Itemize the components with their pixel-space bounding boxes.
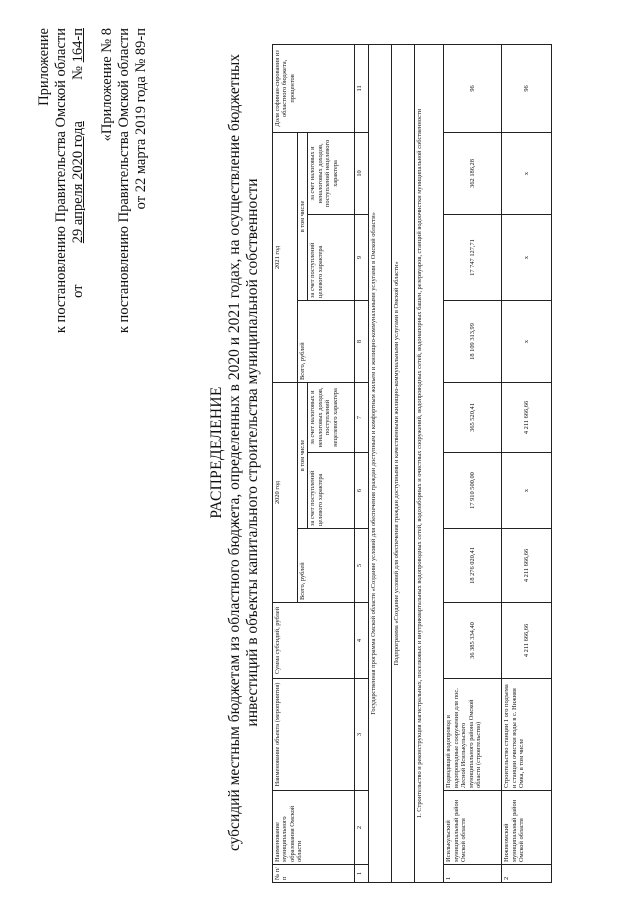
header-cell: за счет поступлений целевого характера (308, 214, 355, 300)
column-number-row (355, 44, 369, 882)
distribution-table (272, 44, 552, 883)
row-share: 96 (444, 44, 502, 132)
table-row (502, 44, 552, 882)
row-2020-targeted: 17 910 500,00 (444, 453, 502, 529)
header-block (36, 28, 150, 333)
col-number: 3 (355, 679, 369, 791)
header-cell: за счет налоговых и неналоговых доходов, поступлений нецелевого характера (308, 132, 355, 214)
row-municipality: Исилькульский муниципальный район Омской области (444, 791, 502, 865)
table-header-row (273, 44, 298, 882)
col-number: 7 (355, 382, 369, 452)
col-number: 8 (355, 300, 369, 382)
row-2021-total: 18 109 313,99 (444, 300, 502, 382)
row-2020-total: 18 276 020,41 (444, 529, 502, 603)
row-share: 96 (502, 44, 552, 132)
header-cell: № п/п (273, 865, 355, 883)
header-line: к постановлению Правительства Омской области (53, 28, 69, 334)
program-row (369, 44, 392, 882)
row-num: 2 (502, 865, 552, 883)
resolution-date: 29 апреля 2020 года (70, 121, 86, 244)
row-num: 1 (444, 865, 502, 883)
header-cell: Всего, рублей (298, 300, 355, 382)
header-line: «Приложение № 8 (99, 28, 115, 142)
header-cell: в том числе (298, 132, 308, 300)
header-cell: в том числе (298, 382, 308, 528)
header-line: Приложение (36, 28, 52, 106)
header-cell-2021: 2021 год (273, 132, 298, 382)
col-number: 2 (355, 791, 369, 865)
row-2021-taxes: x (502, 132, 552, 214)
header-cell: за счет поступлений целевого характера (308, 453, 355, 529)
header-cell: Всего, рублей (298, 529, 355, 603)
col-number: 10 (355, 132, 369, 214)
program-title: Государственная программа Омской области «Создание условий для обеспечения граждан доступным и комфортным жильем и жилищно-коммунальными услугами в Омской области» (369, 44, 392, 882)
col-number: 6 (355, 453, 369, 529)
row-2020-taxes: 4 211 666,66 (502, 382, 552, 452)
col-number: 5 (355, 529, 369, 603)
row-subsidy: 36 385 334,40 (444, 603, 502, 679)
header-cell-2020: 2020 год (273, 382, 298, 602)
row-2020-total: 4 211 666,66 (502, 529, 552, 603)
row-2021-targeted: 17 747 127,71 (444, 214, 502, 300)
table-row (444, 44, 502, 882)
col-number: 4 (355, 603, 369, 679)
row-municipality: Нижнеомский муниципальный район Омской области (502, 791, 552, 865)
row-2021-total: x (502, 300, 552, 382)
col-number: 1 (355, 865, 369, 883)
header-cell: Сумма субсидий, рублей (273, 603, 355, 679)
resolution-ref: от 29 апреля 2020 года № 164-п (70, 28, 86, 298)
row-object: Подводящий водопровод и водопроводные сооружения для пос. Лесной Исилькульского муниципального района Омской области (строительство) (444, 679, 502, 791)
row-object: Строительство станции 1 ого подъема и станции очистки воды в с. Нижняя Омка, в том числе (502, 679, 552, 791)
header-cell: Наименование объекта (мероприятия) (273, 679, 355, 791)
header-cell: Наименование муниципального образования Омской области (273, 791, 355, 865)
row-2020-taxes: 365 520,41 (444, 382, 502, 452)
subprogram-title: Подпрограмма «Создание условий для обеспечения граждан доступными и качественными жилищно-коммунальными услугами в Омской области» (392, 44, 415, 882)
title-line: субсидий местным бюджетам из областного бюджета, определенных в 2020 и 2021 годах, на осуществление бюджетных (226, 53, 243, 852)
row-2021-targeted: x (502, 214, 552, 300)
row-subsidy: 4 211 666,66 (502, 603, 552, 679)
document-title (208, 0, 262, 905)
header-cell: за счет налоговых и неналоговых доходов, поступлений нецелевого характера (308, 382, 355, 452)
activity-row (415, 44, 444, 882)
row-2020-targeted: x (502, 453, 552, 529)
header-line: к постановлению Правительства Омской области (116, 28, 132, 334)
title-word: РАСПРЕДЕЛЕНИЕ (208, 386, 225, 519)
header-line: от 22 марта 2019 года № 89-п (133, 28, 149, 210)
col-number: 9 (355, 214, 369, 300)
row-2021-taxes: 362 186,28 (444, 132, 502, 214)
title-line: инвестиций в объекты капитального строительства муниципальной собственности (244, 178, 261, 727)
resolution-number: 164-п (70, 28, 86, 63)
subprogram-row (392, 44, 415, 882)
activity-title: 1. Строительство и реконструкция магистральных, поселковых и внутриквартальных водопроводных сетей, водозаборных и очистных сооружений, водопроводных сетей, водонапорных башен, резервуаров, станций водоочистки муниципальной собственности (415, 44, 444, 882)
col-number: 11 (355, 44, 369, 132)
header-cell: Доля софинан-сирования из областного бюджета, процентов (273, 44, 355, 132)
